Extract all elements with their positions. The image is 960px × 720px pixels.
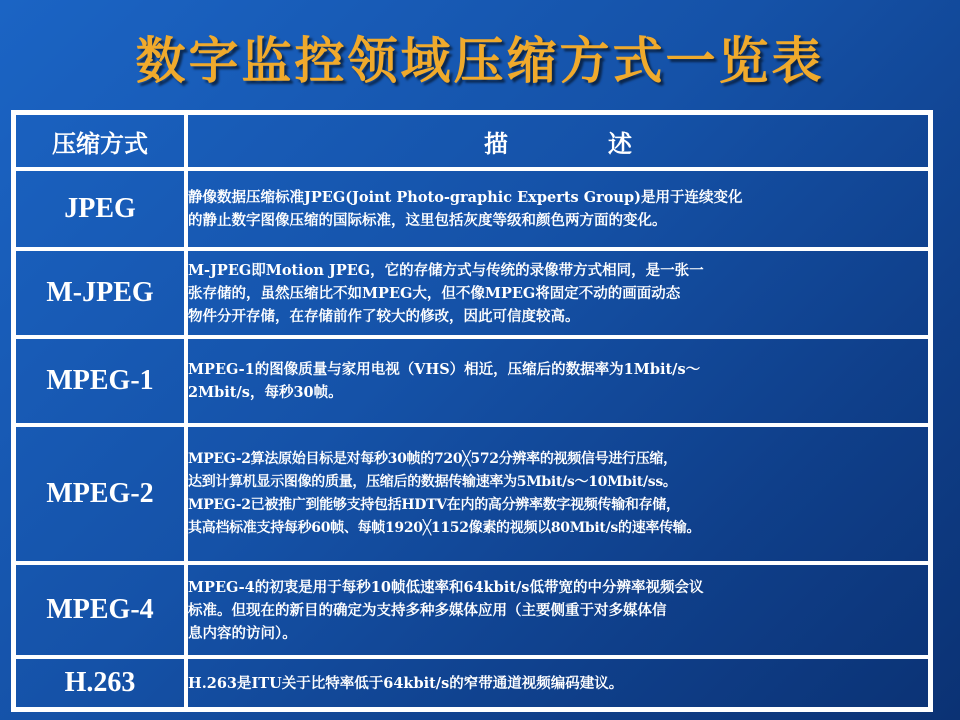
row-description-h263: H.263是ITU关于比特率低于64kbit/s的窄带通道视频编码建议。 [186, 657, 930, 709]
compression-table [11, 110, 933, 712]
column-header-description: 描 述 [186, 113, 930, 169]
row-description-mpeg1: MPEG-1的图像质量与家用电视（VHS）相近，压缩后的数据率为1Mbit/s～ 2Mbit/s，每秒30帧。 [186, 337, 930, 425]
table-row [14, 657, 930, 709]
table-row [14, 249, 930, 337]
row-name-mpeg2: MPEG-2 [14, 425, 186, 563]
column-header-method: 压缩方式 [14, 113, 186, 169]
row-description-mjpeg: M-JPEG即Motion JPEG，它的存储方式与传统的录像带方式相同，是一张一 张存储的，虽然压缩比不如MPEG大，但不像MPEG将固定不动的画面动态 物件分开存储，在存储前作了较大的修改，因此可信度较高。 [186, 249, 930, 337]
row-description-mpeg4: MPEG-4的初衷是用于每秒10帧低速率和64kbit/s低带宽的中分辨率视频会议 标准。但现在的新目的确定为支持多种多媒体应用（主要侧重于对多媒体信 息内容的访问）。 [186, 563, 930, 657]
table-row [14, 425, 930, 563]
row-name-h263: H.263 [14, 657, 186, 709]
row-name-jpeg: JPEG [14, 169, 186, 249]
row-name-mpeg4: MPEG-4 [14, 563, 186, 657]
row-name-mpeg1: MPEG-1 [14, 337, 186, 425]
table-row [14, 337, 930, 425]
row-description-mpeg2: MPEG-2算法原始目标是对每秒30帧的720╳572分辨率的视频信号进行压缩， 达到计算机显示图像的质量，压缩后的数据传输速率为5Mbit/s～10Mbit/ss。 MPEG-2已被推广到能够支持包括HDTV在内的高分辨率数字视频传输和存储， 其高档标准支持每秒60帧、每帧1920╳1152像素的视频以80Mbit/s的速率传输。 [186, 425, 930, 563]
row-name-mjpeg: M-JPEG [14, 249, 186, 337]
table-row [14, 563, 930, 657]
table-row [14, 169, 930, 249]
page-title: 数字监控领域压缩方式一览表 [135, 32, 825, 90]
row-description-jpeg: 静像数据压缩标准JPEG(Joint Photo-graphic Experts Group)是用于连续变化 的静止数字图像压缩的国际标准，这里包括灰度等级和颜色两方面的变化。 [186, 169, 930, 249]
table-header-row [14, 113, 930, 169]
